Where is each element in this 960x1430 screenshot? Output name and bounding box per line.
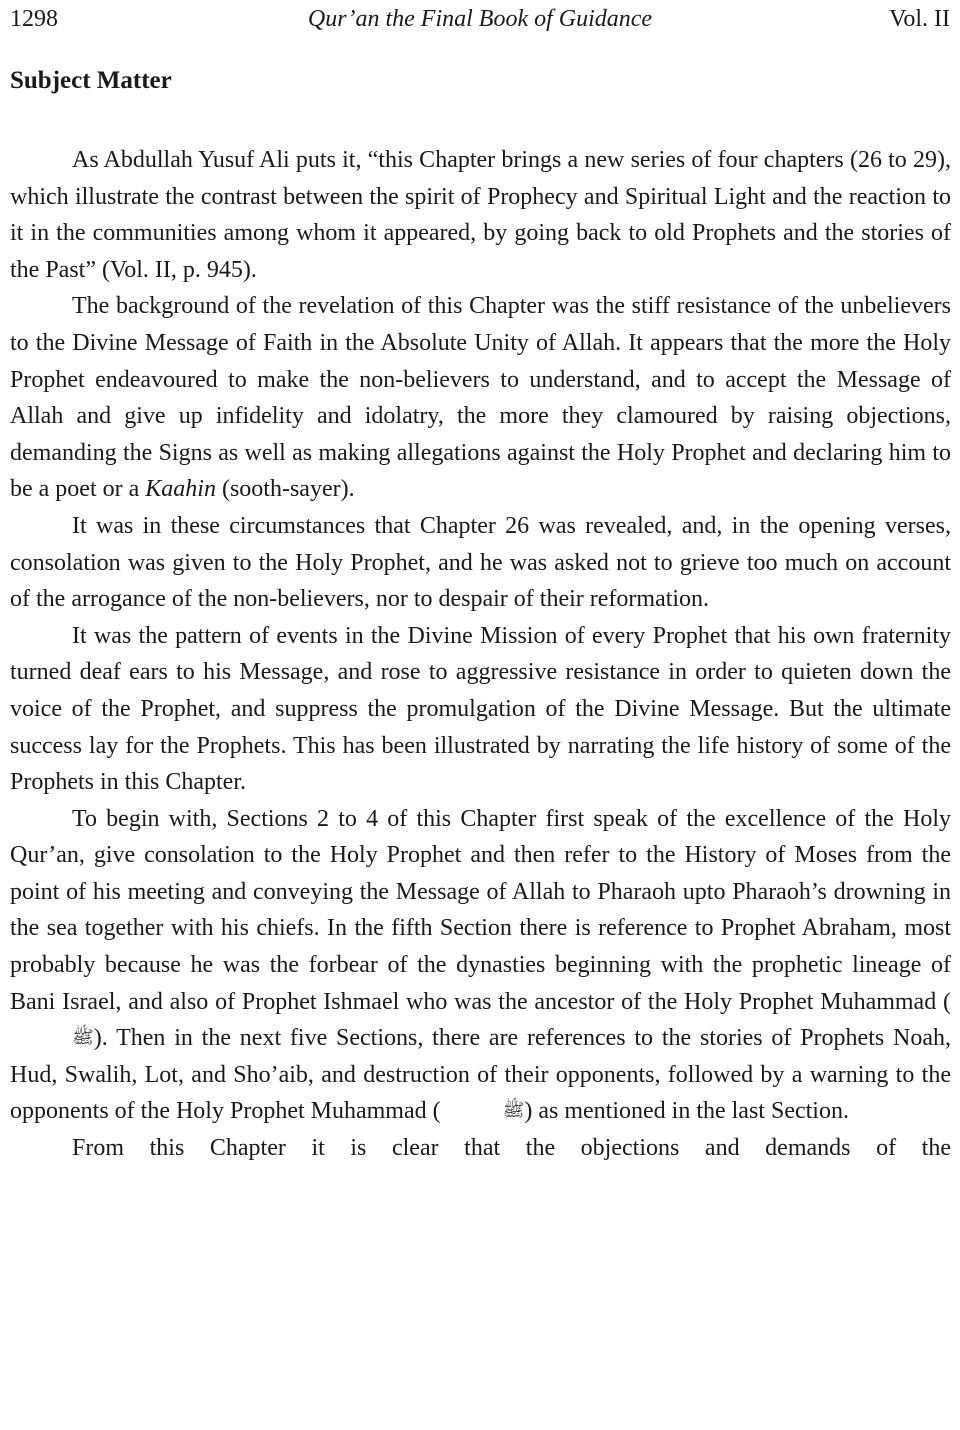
- paragraph-5-text-2: ). Then in the next five Sections, there are references to the stories of Prophets Noah, Hud, Swalih, Lot, and Sho’aib, and destruction of their opponents, followed by a warning to the opponents of the Holy Prophet Muhammad (: [10, 1025, 951, 1125]
- pbuh-symbol-2: ﷺ: [502, 1100, 525, 1121]
- paragraph-2-end: (sooth-sayer).: [215, 476, 355, 503]
- paragraph-5-text-1: To begin with, Sections 2 to 4 of this Chapter first speak of the excellence of the Holy Qur’an, give consolation to the Holy Prophet and then refer to the History of Moses from the point of his meeting and conveying the Message of Allah to Pharaoh upto Pharaoh’s drowning in the sea together with his chiefs. In the fifth Section there is reference to Prophet Abraham, most probably because he was the forbear of the dynasties beginning with the prophetic lineage of Bani Israel, and also of Prophet Ishmael who was the ancestor of the Holy Prophet Muhammad (: [10, 805, 951, 1015]
- paragraph-1: As Abdullah Yusuf Ali puts it, “this Chapter brings a new series of four chapters (26 to 29), which illustrate the contrast between the spirit of Prophecy and Spiritual Light and the reaction to it in the communities among whom it appeared, by going back to old Prophets and the stories of the Past” (Vol. II, p. 945).: [10, 147, 951, 283]
- section-heading: Subject Matter: [10, 67, 172, 94]
- volume-label: Vol. II: [889, 6, 950, 32]
- running-title: Qur’an the Final Book of Guidance: [307, 6, 653, 32]
- paragraph-2-text: The background of the revelation of this Chapter was the stiff resistance of the unbelievers to the Divine Message of Faith in the Absolute Unity of Allah. It appears that the more the Holy Prophet endeavoured to make the non-believers to understand, and to accept the Message of Allah and give up infidelity and idolatry, the more they clamoured by raising objections, demanding the Signs as well as making allegations against the Holy Prophet and declaring him to be a poet or a: [10, 293, 951, 503]
- page-number: 1298: [10, 6, 58, 32]
- paragraph-5-text-3: ) as mentioned in the last Section.: [524, 1098, 849, 1125]
- body-text: [10, 142, 951, 1167]
- paragraph-6: From this Chapter it is clear that the objections and demands of the: [72, 1135, 951, 1162]
- paragraph-5: [10, 801, 951, 1130]
- page-header: [0, 2, 960, 36]
- paragraph-3: It was in these circumstances that Chapter 26 was revealed, and, in the opening verses, consolation was given to the Holy Prophet, and he was asked not to grieve too much on account of the arrogance of the non-believers, nor to despair of their reformation.: [10, 512, 951, 613]
- paragraph-4: It was the pattern of events in the Divine Mission of every Prophet that his own fraternity turned deaf ears to his Message, and rose to aggressive resistance in order to quieten down the voice of the Prophet, and suppress the promulgation of the Divine Message. But the ultimate success lay for the Prophets. This has been illustrated by narrating the life history of some of the Prophets in this Chapter.: [10, 622, 951, 796]
- kaahin-term: Kaahin: [145, 476, 216, 503]
- pbuh-symbol-1: ﷺ: [72, 1027, 94, 1048]
- paragraph-2: [10, 288, 951, 508]
